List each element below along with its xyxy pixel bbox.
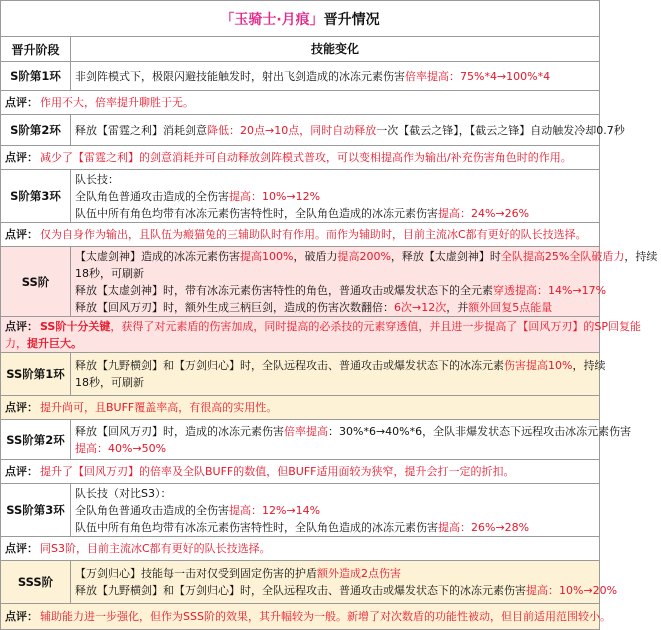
table-title <box>1 1 599 37</box>
comment-row: 点评： 同S3阶，目前主流冰C都有更好的队长技选择。 <box>1 537 599 561</box>
comment-row: 点评： 减少了【雷霆之利】的剑意消耗并可自动释放剑阵模式普攻，可以变相提高作为输出/补充伤害角色时的作用。 <box>1 146 599 170</box>
skill-change: 队长技： 全队角色普通攻击造成的全伤害提高：10%→12% 队伍中所有角色均带有冰冻元素伤害特性时，全队角色造成的冰冻元素伤害提高：24%→26% <box>75 172 530 220</box>
table-row <box>1 484 599 537</box>
stage-label: SS阶第3环 <box>1 484 71 536</box>
comment-row: 点评： 提升尚可，且BUFF覆盖率高，有很高的实用性。 <box>1 396 599 420</box>
stage-label: SS阶 <box>1 247 71 316</box>
header-stage: 晋升阶段 <box>1 37 71 61</box>
title-suffix: 晋升情况 <box>323 11 380 28</box>
stage-label: SS阶第1环 <box>1 353 71 395</box>
skill-change: 非剑阵模式下，极限闪避技能触发时，射出飞剑造成的冰冻元素伤害倍率提高：75%*4→100%*4 <box>75 69 551 83</box>
table-row <box>1 170 599 223</box>
comment-row: 点评： 仅为自身作为输出，且队伍为瘢猫兔的三辅助队时有作用。而作为辅助时，目前主流冰C都有更好的队长技选择。 <box>1 223 599 247</box>
stage-label: SSS阶 <box>1 561 71 603</box>
skill-change: 队长技（对比S3）： 全队角色普通攻击造成的全伤害提高：12%→14% 队伍中所有角色均带有冰冻元素伤害特性时，全队角色造成的冰冻元素伤害提高：26%→28% <box>75 486 530 534</box>
skill-change: 释放【回风万刃】时，造成的冰冻元素伤害倍率提高：30%*6→40%*6，全队非爆发状态下远程攻击冰冻元素伤害 提高：40%→50% <box>75 424 632 455</box>
table-row <box>1 115 625 146</box>
comment-row: 点评： 辅助能力进一步强化，但作为SSS阶的效果，其升幅较为一般。新增了对次数盾的功能性被动，但目前适用范围较小。 <box>1 604 599 629</box>
stage-label: S阶第1环 <box>1 62 71 90</box>
skill-change: 【万剑归心】技能每一击对仅受到固定伤害的护盾额外造成2点伤害 释放【九野横剑】和【万剑归心】时，全队远程攻击、普通攻击或爆发状态下的冰冻元素伤害提高：10%→20% <box>75 567 618 597</box>
stage-label: S阶第2环 <box>1 115 71 145</box>
skill-change: 【太虚剑神】造成的冰冻元素伤害提高100%，破盾力提高200%，释放【太虚剑神】时全队提高25%全队破盾力，持续 18秒，可刷新 释放【太虚剑神】时，带有冰冻元素伤害特性的角色，普通攻击或爆发状态下的全元素穿透提高：14%→17% 释放【回风万刃】时，额外生成三柄巨剑，造成的伤害次数翻倍：6次→12次，并额外回复5点能量 <box>75 249 658 314</box>
table-row <box>1 561 618 604</box>
table-row <box>1 247 658 317</box>
stage-label: SS阶第2环 <box>1 420 71 459</box>
table-row <box>1 353 606 396</box>
table-row <box>1 420 632 460</box>
skill-change: 释放【九野横剑】和【万剑归心】时，全队远程攻击、普通攻击或爆发状态下的冰冻元素伤害提高10%，持续 18秒，可刷新 <box>75 359 606 389</box>
skill-change: 释放【雷霆之利】消耗剑意降低：20点→10点，同时自动释放一次【截云之锋】，【截云之锋】自动触发冷却0.7秒 <box>75 123 625 137</box>
table-row <box>1 62 599 91</box>
comment-row: 点评： 作用不大，倍率提升聊胜于无。 <box>1 91 599 115</box>
comment-row: 点评： SS阶十分关键，获得了对元素盾的伤害加成，同时提高的必杀技的元素穿透值，并且进一步提高了【回风万刃】的SP回复能 力，提升巨大。 <box>1 317 599 353</box>
stage-label: S阶第3环 <box>1 170 71 222</box>
header-row <box>1 37 599 62</box>
header-change: 技能变化 <box>310 41 359 56</box>
character-name: 「玉骑士·月痕」 <box>220 11 324 28</box>
comment-row: 点评： 提升了【回风万刃】的倍率及全队BUFF的数值，但BUFF适用面较为狭窄，提升会打一定的折扣。 <box>1 460 599 484</box>
